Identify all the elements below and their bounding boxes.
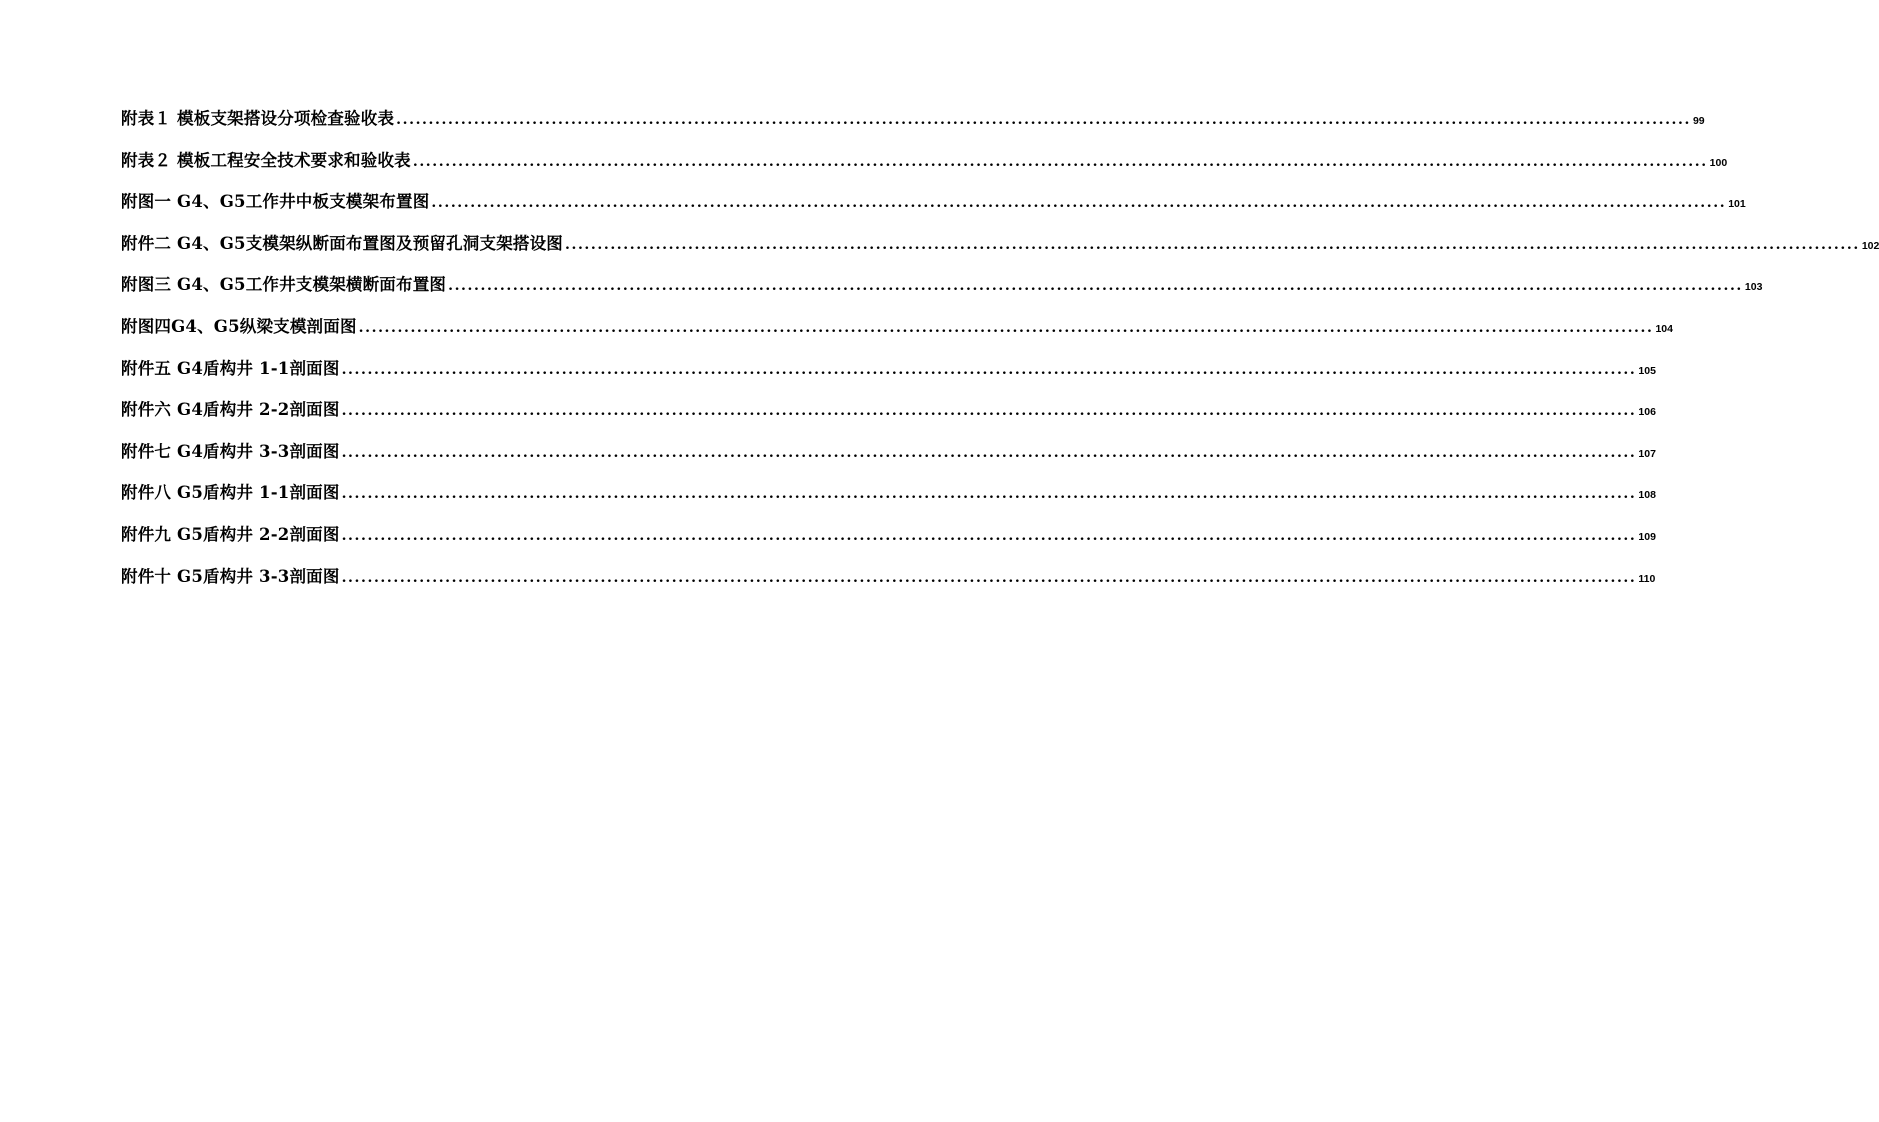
toc-entry-title: 附件二 G4、G5支模架纵断面布置图及预留孔洞支架搭设图 [121,233,563,253]
toc-entry-title: 附表２ 模板工程安全技术要求和验收表 [121,150,411,170]
toc-entry[interactable] [121,306,1673,348]
toc-page-number: 109 [1638,530,1656,543]
toc-dot-leader: ........................................................................................................................................................................................................ [341,527,1637,544]
toc-page-number: 110 [1638,572,1656,585]
toc-dot-leader: ........................................................................................................................................................................................................ [341,569,1637,586]
toc-page-number: 106 [1638,406,1656,419]
toc-entry-title: 附图三 G4、G5工作井支模架横断面布置图 [121,275,447,295]
toc-entry[interactable] [121,223,1879,265]
toc-entry[interactable] [121,264,1763,306]
toc-entry[interactable] [121,140,1728,182]
toc-page-number: 107 [1638,447,1656,460]
toc-dot-leader: ........................................................................................................................................................................................................ [341,403,1637,420]
toc-dot-leader: ........................................................................................................................................................................................................ [431,195,1727,212]
toc-page-number: 102 [1861,239,1879,252]
toc-entry[interactable] [121,472,1656,514]
toc-entry[interactable] [121,389,1656,431]
toc-page-number: 105 [1638,364,1656,377]
toc-page-number: 103 [1744,281,1763,294]
table-of-contents [121,98,1879,597]
toc-dot-leader: ........................................................................................................................................................................................................ [396,112,1691,128]
toc-entry[interactable] [121,181,1746,223]
toc-entry-title: 附件五 G4盾构井 1-1剖面图 [121,358,340,378]
toc-dot-leader: ........................................................................................................................................................................................................ [341,486,1637,503]
toc-page-number: 108 [1638,489,1656,502]
toc-entry-title: 附件八 G5盾构井 1-1剖面图 [121,483,340,503]
toc-dot-leader: ........................................................................................................................................................................................................ [412,153,1708,170]
toc-page-number: 99 [1692,115,1705,127]
toc-entry-title: 附件七 G4盾构井 3-3剖面图 [121,441,340,461]
toc-dot-leader: ........................................................................................................................................................................................................ [341,444,1637,461]
toc-entry[interactable] [121,556,1656,598]
toc-page-number: 101 [1728,198,1746,211]
toc-dot-leader: ........................................................................................................................................................................................................ [565,236,1860,253]
toc-entry-title: 附件六 G4盾构井 2-2剖面图 [121,400,340,420]
toc-dot-leader: ........................................................................................................................................................................................................ [341,361,1637,378]
toc-entry-title: 附件九 G5盾构井 2-2剖面图 [121,524,340,544]
toc-entry-title: 附图四G4、G5纵梁支模剖面图 [121,316,357,336]
toc-entry-title: 附表１ 模板支架搭设分项检查验收表 [121,109,395,128]
toc-dot-leader: ........................................................................................................................................................................................................ [358,319,1654,336]
toc-entry-title: 附图一 G4、G5工作井中板支模架布置图 [121,192,430,212]
toc-entry[interactable] [121,348,1656,390]
toc-page-number: 100 [1709,156,1728,169]
toc-entry[interactable] [121,98,1705,140]
toc-entry-title: 附件十 G5盾构井 3-3剖面图 [121,566,340,586]
toc-entry[interactable] [121,514,1656,556]
toc-entry[interactable] [121,431,1656,473]
toc-dot-leader: ........................................................................................................................................................................................................ [448,278,1743,295]
toc-page-number: 104 [1655,322,1673,335]
